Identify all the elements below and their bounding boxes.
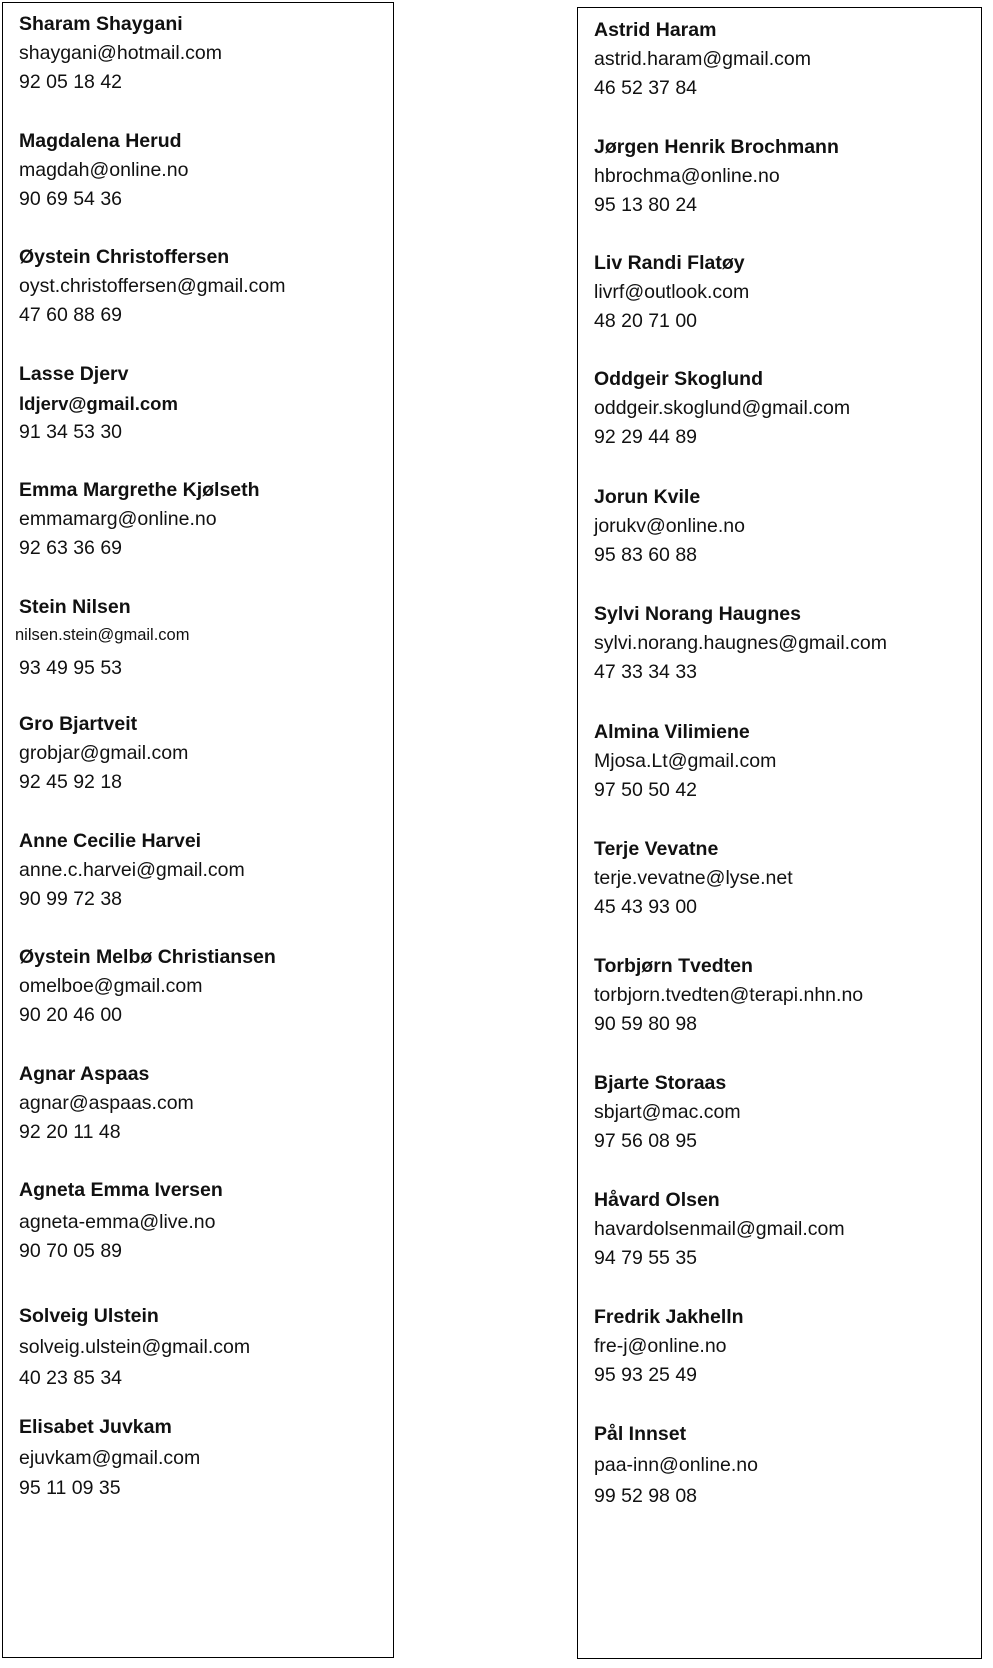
contact-name: Jorun Kvile <box>594 486 701 508</box>
contact-entry <box>594 1420 981 1511</box>
contact-entry <box>19 127 393 214</box>
contact-name: Anne Cecilie Harvei <box>19 830 202 852</box>
contact-email: solveig.ulstein@gmail.com <box>19 1336 251 1358</box>
contact-name: Sylvi Norang Haugnes <box>594 603 801 625</box>
contact-entry <box>19 1176 393 1266</box>
contact-name: Solveig Ulstein <box>19 1305 159 1327</box>
contact-email: emmamarg@online.no <box>19 508 217 530</box>
contact-entry <box>594 1303 981 1390</box>
contact-email: omelboe@gmail.com <box>19 975 203 997</box>
contact-email: fre-j@online.no <box>594 1335 727 1357</box>
contact-entry <box>19 360 393 447</box>
contact-email: anne.c.harvei@gmail.com <box>19 859 245 881</box>
contact-phone: 90 69 54 36 <box>19 188 123 210</box>
contact-email: sbjart@mac.com <box>594 1101 741 1123</box>
contact-email: paa-inn@online.no <box>594 1454 758 1476</box>
contact-name: Øystein Christoffersen <box>19 246 230 268</box>
contact-phone: 90 59 80 98 <box>594 1013 698 1035</box>
contact-entry <box>19 243 393 330</box>
contact-entry <box>594 365 981 452</box>
contact-phone: 46 52 37 84 <box>594 77 698 99</box>
contact-entry <box>19 1413 393 1503</box>
contact-name: Magdalena Herud <box>19 130 182 152</box>
contact-phone: 90 70 05 89 <box>19 1240 123 1262</box>
contact-email: sylvi.norang.haugnes@gmail.com <box>594 632 887 654</box>
contact-phone: 92 45 92 18 <box>19 771 123 793</box>
contact-phone: 95 93 25 49 <box>594 1364 698 1386</box>
contact-name: Elisabet Juvkam <box>19 1416 172 1438</box>
contact-name: Torbjørn Tvedten <box>594 955 753 977</box>
contact-email: grobjar@gmail.com <box>19 742 189 764</box>
contact-email: terje.vevatne@lyse.net <box>594 867 793 889</box>
contact-phone: 95 83 60 88 <box>594 544 698 566</box>
contact-name: Astrid Haram <box>594 19 717 41</box>
contact-email: jorukv@online.no <box>594 515 745 537</box>
contact-name: Terje Vevatne <box>594 838 719 860</box>
contact-name: Fredrik Jakhelln <box>594 1306 744 1328</box>
contact-phone: 93 49 95 53 <box>19 657 123 679</box>
contact-phone: 47 33 34 33 <box>594 661 698 683</box>
contact-entry <box>594 718 981 805</box>
contact-entry <box>594 16 981 103</box>
contact-phone: 92 20 11 48 <box>19 1121 121 1143</box>
contact-phone: 47 60 88 69 <box>19 304 123 326</box>
contact-entry <box>594 600 981 687</box>
contact-email: oyst.christoffersen@gmail.com <box>19 275 286 297</box>
contact-entry <box>594 835 981 922</box>
contact-phone: 92 05 18 42 <box>19 71 123 93</box>
contact-entry <box>19 827 393 914</box>
contact-name: Stein Nilsen <box>19 596 131 618</box>
contact-name: Håvard Olsen <box>594 1189 720 1211</box>
contact-email: agneta-emma@live.no <box>19 1211 216 1233</box>
contact-name: Jørgen Henrik Brochmann <box>594 136 839 158</box>
contact-phone: 90 99 72 38 <box>19 888 123 910</box>
contact-entry <box>19 943 393 1030</box>
contact-name: Lasse Djerv <box>19 363 129 385</box>
contact-entry <box>594 1069 981 1156</box>
contact-phone: 91 34 53 30 <box>19 421 123 443</box>
contact-phone: 92 29 44 89 <box>594 426 698 448</box>
contact-phone: 97 56 08 95 <box>594 1130 698 1152</box>
contact-name: Bjarte Storaas <box>594 1072 727 1094</box>
contact-entry <box>19 1302 393 1393</box>
contact-entry <box>594 952 981 1039</box>
contact-name: Sharam Shaygani <box>19 13 183 35</box>
contact-email: torbjorn.tvedten@terapi.nhn.no <box>594 984 864 1006</box>
contact-phone: 40 23 85 34 <box>19 1367 123 1389</box>
contact-email: ldjerv@gmail.com <box>19 393 178 414</box>
contact-email: havardolsenmail@gmail.com <box>594 1218 845 1240</box>
contact-name: Oddgeir Skoglund <box>594 368 763 390</box>
contact-entry <box>15 593 393 683</box>
contact-list-right <box>577 7 982 1659</box>
contact-name: Øystein Melbø Christiansen <box>19 946 276 968</box>
contact-phone: 90 20 46 00 <box>19 1004 123 1026</box>
contact-email: ejuvkam@gmail.com <box>19 1447 201 1469</box>
contact-entry <box>19 1060 393 1147</box>
contact-email: magdah@online.no <box>19 159 189 181</box>
contact-entry <box>19 10 393 97</box>
contact-name: Gro Bjartveit <box>19 713 138 735</box>
contact-name: Pål Innset <box>594 1423 687 1445</box>
contact-phone: 95 13 80 24 <box>594 194 698 216</box>
contact-email: astrid.haram@gmail.com <box>594 48 812 70</box>
contact-phone: 92 63 36 69 <box>19 537 123 559</box>
contact-name: Liv Randi Flatøy <box>594 252 745 274</box>
contact-name: Agnar Aspaas <box>19 1063 150 1085</box>
contact-email: agnar@aspaas.com <box>19 1092 194 1114</box>
contact-list-left <box>2 2 394 1658</box>
contact-name: Almina Vilimiene <box>594 721 750 743</box>
contact-phone: 48 20 71 00 <box>594 310 698 332</box>
contact-entry <box>19 710 393 797</box>
contact-entry <box>594 133 981 220</box>
contact-entry <box>19 476 393 563</box>
contact-entry <box>594 483 981 570</box>
contact-email: livrf@outlook.com <box>594 281 750 303</box>
contact-email: oddgeir.skoglund@gmail.com <box>594 397 851 419</box>
contact-email: hbrochma@online.no <box>594 165 780 187</box>
contact-entry <box>594 1186 981 1273</box>
contact-phone: 99 52 98 08 <box>594 1485 698 1507</box>
contact-entry <box>594 249 981 336</box>
contact-email: Mjosa.Lt@gmail.com <box>594 750 777 772</box>
contact-email: shaygani@hotmail.com <box>19 42 222 64</box>
contact-phone: 97 50 50 42 <box>594 779 698 801</box>
contact-phone: 95 11 09 35 <box>19 1477 121 1499</box>
contact-phone: 94 79 55 35 <box>594 1247 698 1269</box>
contact-name: Emma Margrethe Kjølseth <box>19 479 260 501</box>
contact-phone: 45 43 93 00 <box>594 896 698 918</box>
contact-name: Agneta Emma Iversen <box>19 1179 223 1201</box>
contact-email: nilsen.stein@gmail.com <box>15 626 190 644</box>
